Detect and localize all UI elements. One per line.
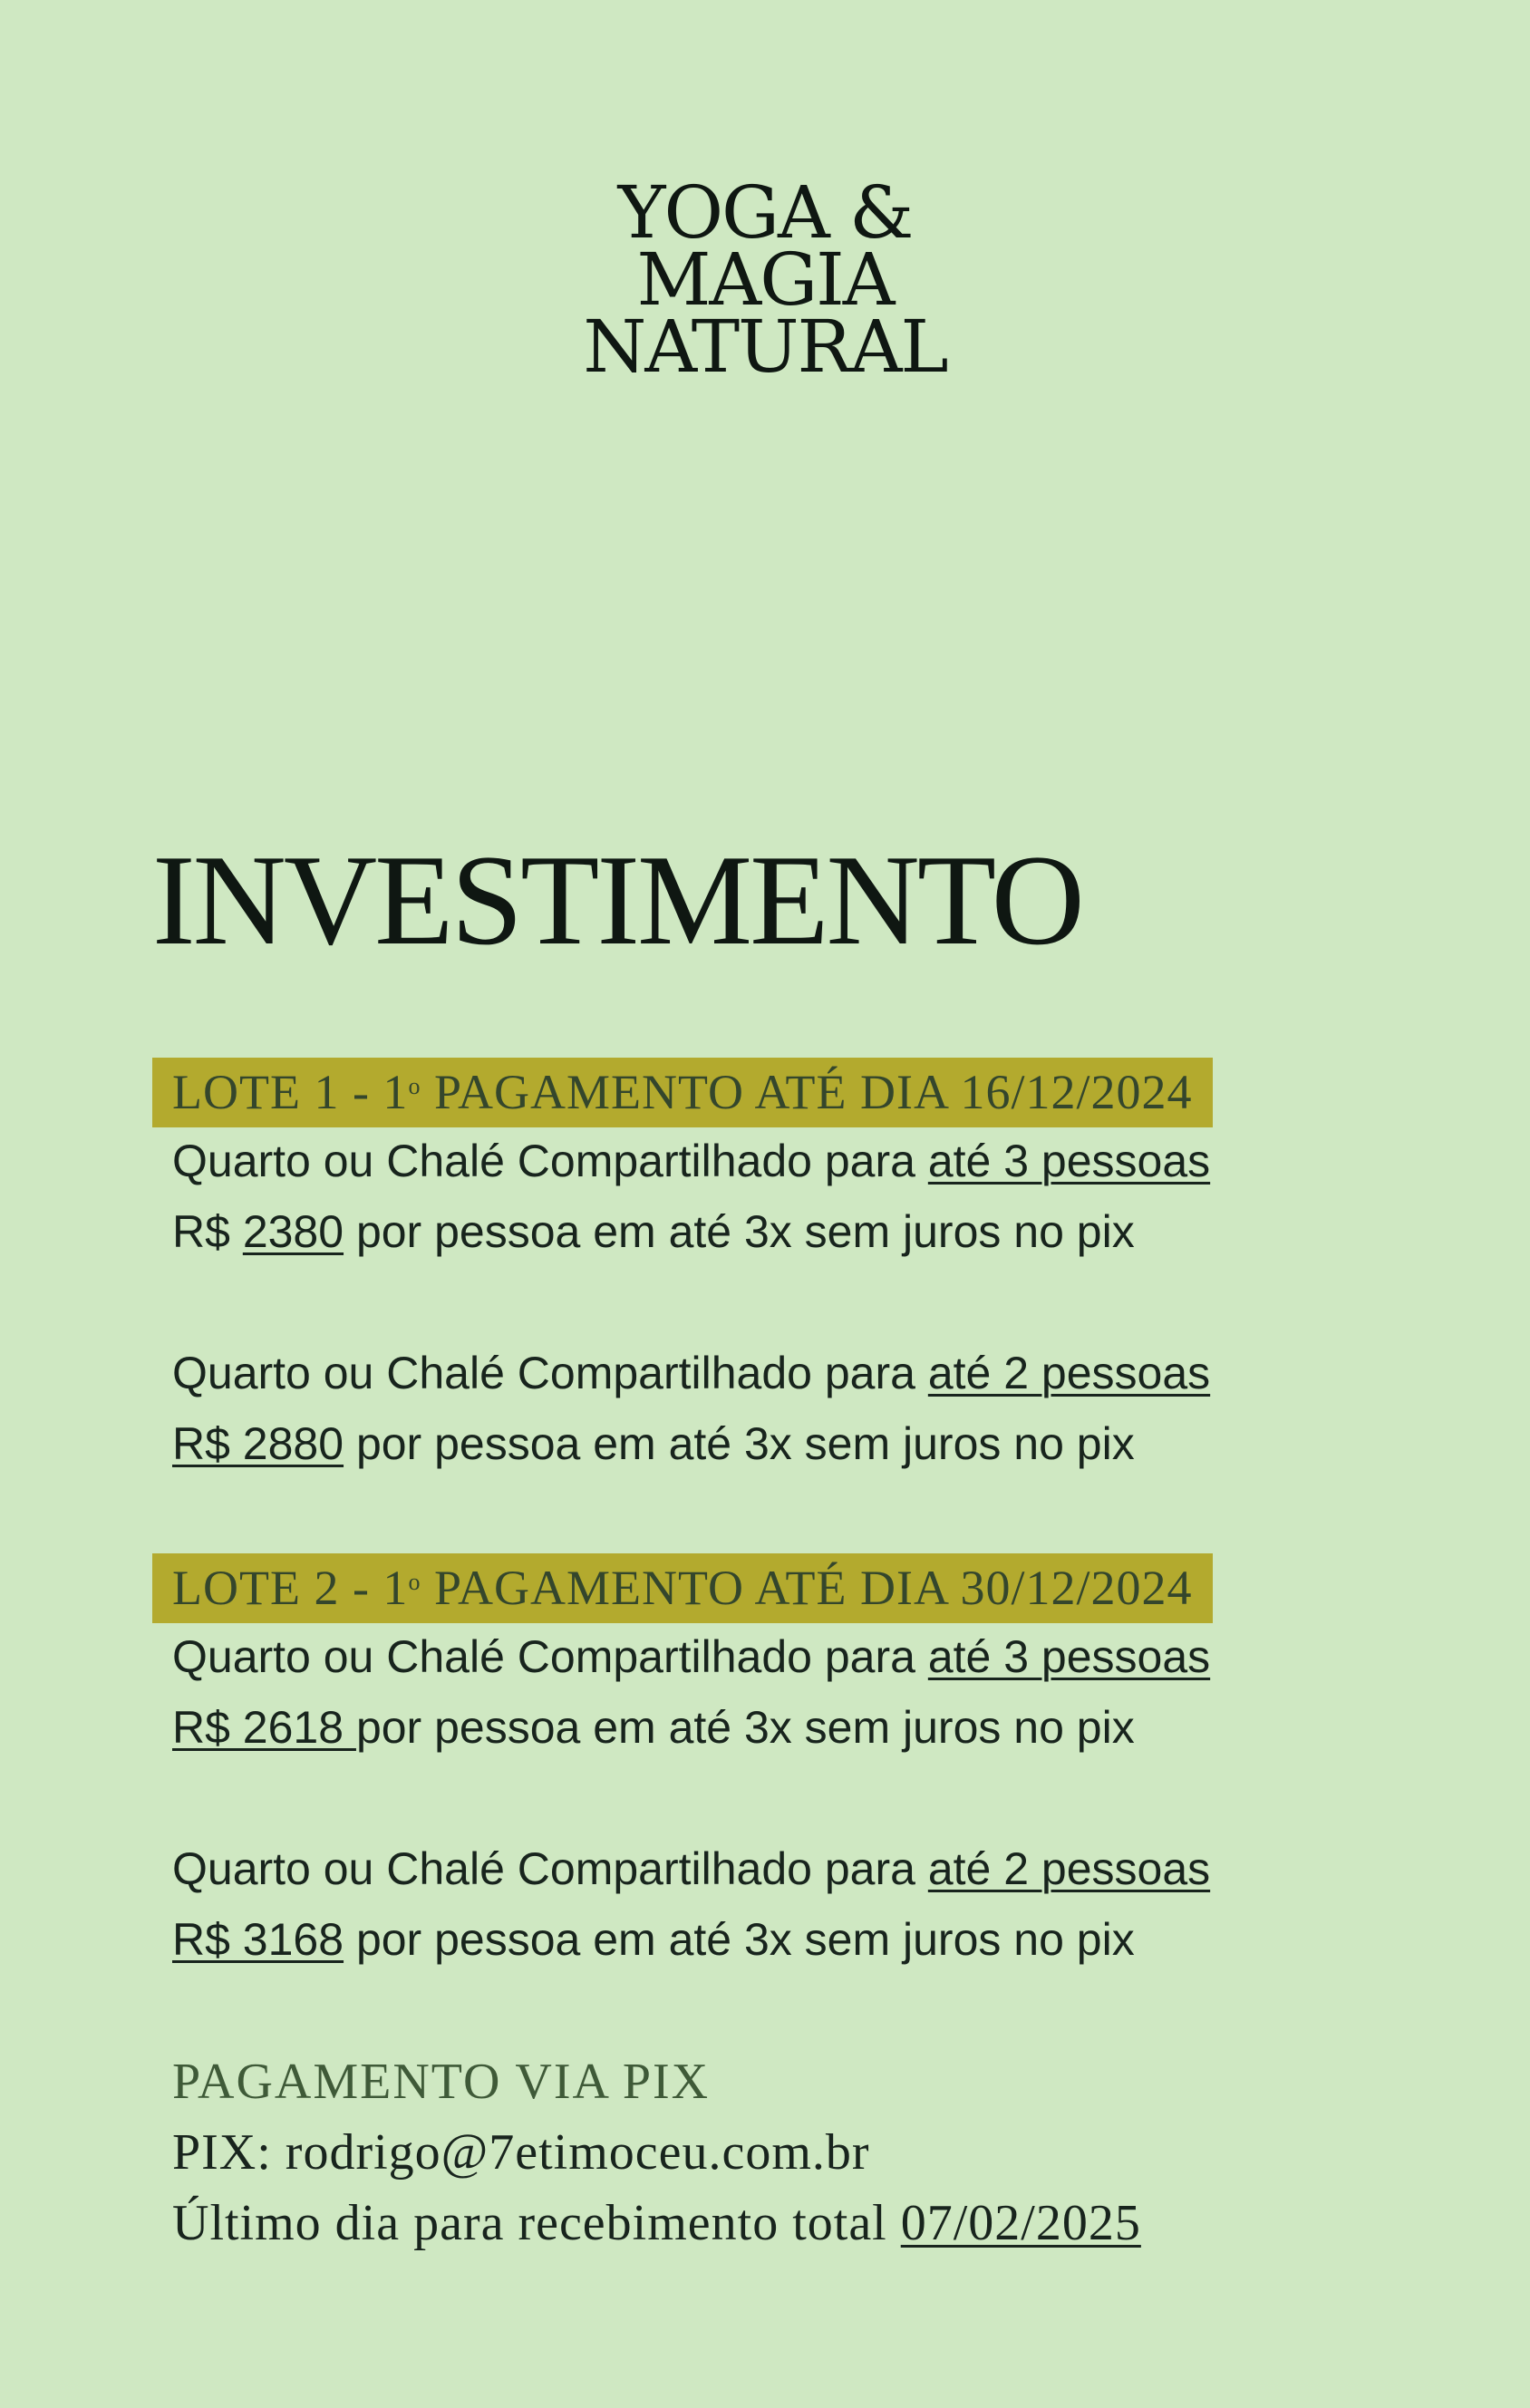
lote-1-option-2-price [172, 1417, 1135, 1471]
logo-line-2: MAGIA [636, 237, 894, 322]
room-text: Quarto ou Chalé Compartilhado para [172, 1631, 928, 1682]
lote-2-label-suffix: PAGAMENTO ATÉ DIA 30/12/2024 [421, 1561, 1193, 1615]
terms-text: por pessoa em até 3x sem juros no pix [344, 1418, 1135, 1469]
logo-line-3: NATURAL [583, 305, 947, 389]
lote-2-label-prefix: LOTE 2 - 1 [172, 1561, 409, 1615]
page-title: INVESTIMENTO [152, 828, 1082, 972]
lote-2-option-2-room [172, 1842, 1210, 1896]
lote-1-option-1-room [172, 1134, 1210, 1188]
price-value: 2380 [242, 1206, 344, 1257]
terms-text: por pessoa em até 3x sem juros no pix [344, 1914, 1135, 1965]
pix-key: PIX: rodrigo@7etimoceu.com.br [172, 2124, 870, 2181]
lote-1-heading [152, 1058, 1213, 1127]
terms-text: por pessoa em até 3x sem juros no pix [355, 1702, 1135, 1753]
lote-2-heading [152, 1553, 1213, 1623]
deadline-date: 07/02/2025 [900, 2195, 1141, 2251]
lote-1-option-2-room [172, 1346, 1210, 1400]
price-value: R$ 2618 [172, 1702, 356, 1753]
lote-1-label-suffix: PAGAMENTO ATÉ DIA 16/12/2024 [421, 1065, 1193, 1119]
payment-heading: PAGAMENTO VIA PIX [172, 2054, 711, 2110]
price-value: R$ 3168 [172, 1914, 344, 1965]
terms-text: por pessoa em até 3x sem juros no pix [344, 1206, 1135, 1257]
logo-line-1: YOGA & [617, 170, 913, 255]
lote-2-option-1-room [172, 1630, 1210, 1684]
lote-1-option-1-price [172, 1204, 1135, 1259]
lote-2-option-1-price [172, 1700, 1135, 1755]
lote-2-ordinal: o [408, 1569, 421, 1595]
room-text: Quarto ou Chalé Compartilhado para [172, 1843, 928, 1894]
price-value: R$ 2880 [172, 1418, 344, 1469]
room-text: Quarto ou Chalé Compartilhado para [172, 1348, 928, 1398]
brand-logo [0, 170, 1530, 389]
lote-1-ordinal: o [408, 1073, 421, 1099]
deadline-label: Último dia para recebimento total [172, 2195, 901, 2251]
room-text: Quarto ou Chalé Compartilhado para [172, 1136, 928, 1186]
payment-deadline [172, 2195, 1141, 2251]
lote-2-option-2-price [172, 1912, 1135, 1967]
lote-1-label-prefix: LOTE 1 - 1 [172, 1065, 409, 1119]
capacity-text: até 3 pessoas [927, 1631, 1211, 1682]
capacity-text: até 2 pessoas [927, 1843, 1211, 1894]
capacity-text: até 2 pessoas [927, 1348, 1211, 1398]
capacity-text: até 3 pessoas [927, 1136, 1211, 1186]
currency-text: R$ [172, 1206, 243, 1257]
